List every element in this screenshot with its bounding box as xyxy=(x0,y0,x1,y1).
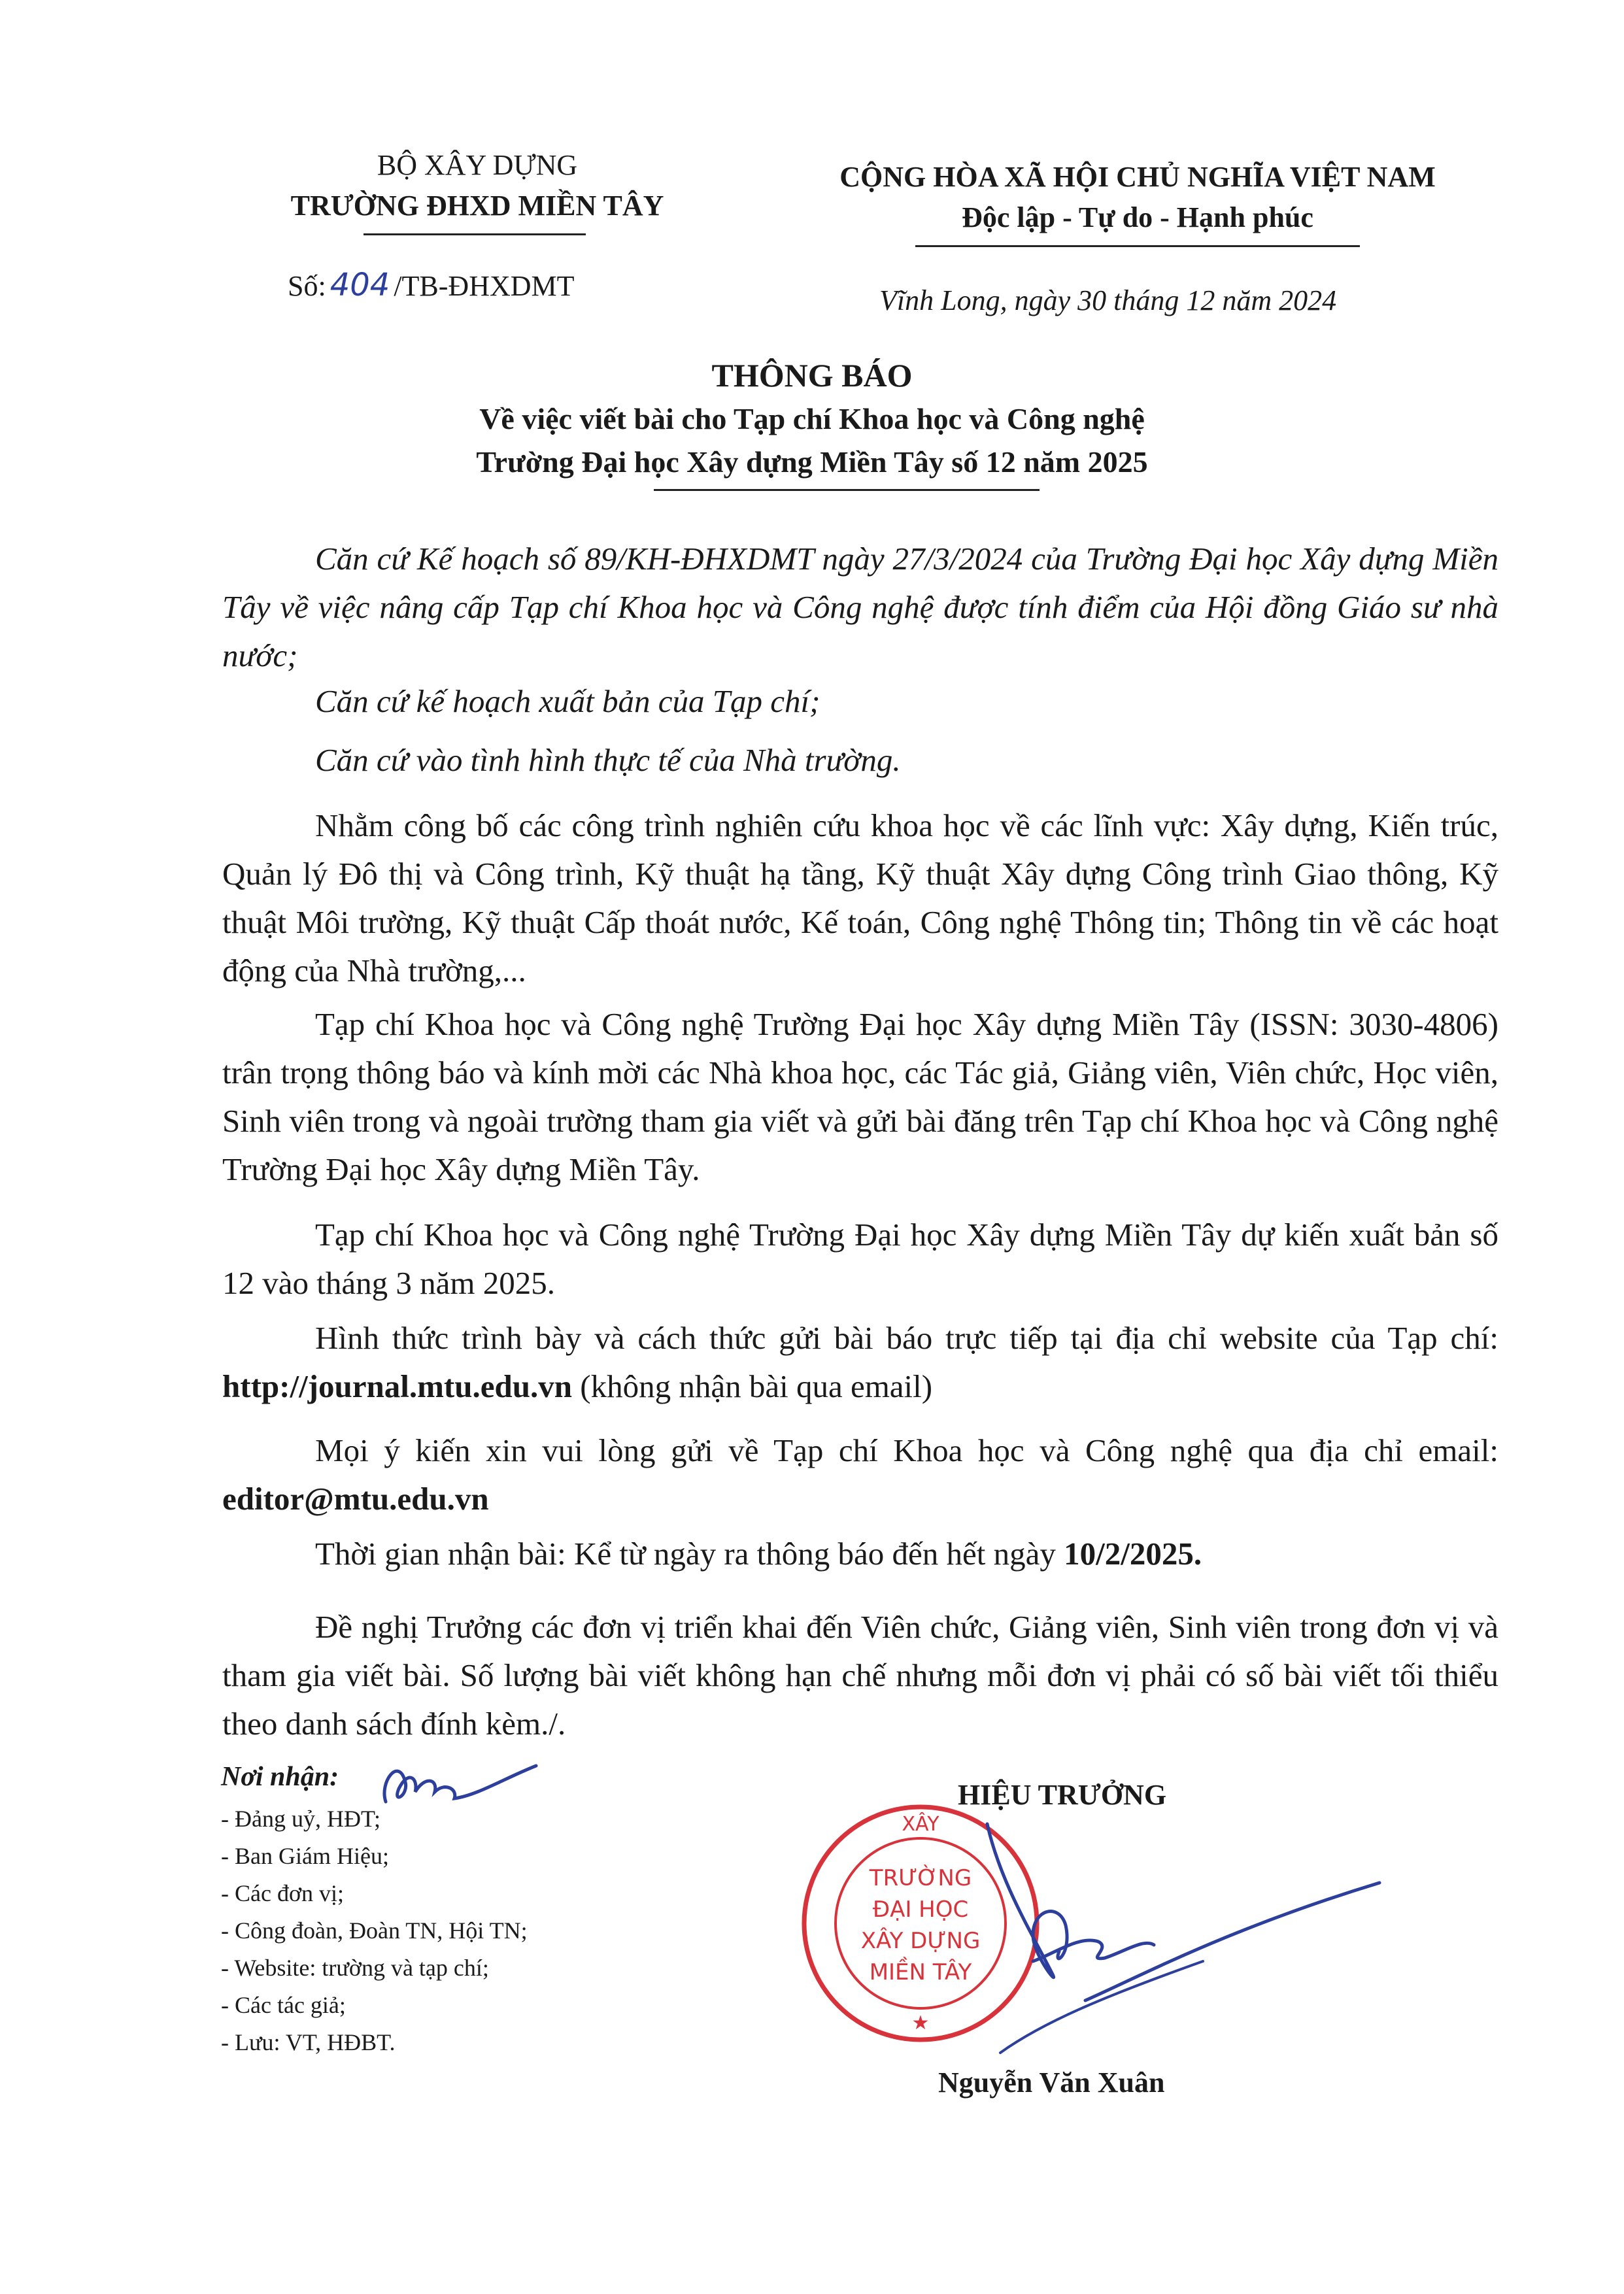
handwritten-signature xyxy=(837,1804,1399,2079)
website-note: (không nhận bài qua email) xyxy=(572,1368,933,1404)
deadline-date: 10/2/2025. xyxy=(1064,1536,1202,1572)
paragraph-request: Đề nghị Trưởng các đơn vị triển khai đến Viên chức, Giảng viên, Sinh viên trong đơn vị và tham gia viết bài. Số lượng bài viết không hạn chế nhưng mỗi đơn vị phải có số bài viết tối thiểu theo danh sách đính kèm./. xyxy=(222,1609,1498,1742)
basis-1: Căn cứ Kế hoạch số 89/KH-ĐHXDMT ngày 27/3/2024 của Trường Đại học Xây dựng Miền Tây về việc nâng cấp Tạp chí Khoa học và Công nghệ được tính điểm của Hội đồng Giáo sư nhà nước; xyxy=(222,541,1498,673)
recipient-item: - Lưu: VT, HĐBT. xyxy=(221,2029,396,2055)
doc-number-handwritten: 404 xyxy=(330,267,390,303)
country-name: CỘNG HÒA XÃ HỘI CHỦ NGHĨA VIỆT NAM xyxy=(839,161,1436,193)
paragraph-issue: Tạp chí Khoa học và Công nghệ Trường Đại học Xây dựng Miền Tây dự kiến xuất bản số 12 vào tháng 3 năm 2025. xyxy=(222,1217,1498,1301)
school-name: TRƯỜNG ĐHXD MIỀN TÂY xyxy=(290,190,664,222)
title-underline xyxy=(654,489,1040,491)
paragraph-deadline xyxy=(222,1530,1498,1578)
handwritten-initial xyxy=(373,1743,543,1815)
journal-website-link[interactable]: http://journal.mtu.edu.vn xyxy=(222,1368,573,1404)
recipients-title: Nơi nhận xyxy=(221,1762,330,1792)
doc-number-suffix: /TB-ĐHXDMT xyxy=(394,270,575,302)
header-left-underline xyxy=(364,233,586,235)
title-sub-2: Trường Đại học Xây dựng Miền Tây số 12 năm 2025 xyxy=(476,445,1148,479)
paragraph-fields: Nhằm công bố các công trình nghiên cứu khoa học về các lĩnh vực: Xây dựng, Kiến trúc, Quản lý Đô thị và Công trình, Kỹ thuật hạ tầng, Kỹ thuật Xây dựng Công trình Giao thông, Kỹ thuật Môi trường, Kỹ thuật Cấp thoát nước, Kế toán, Công nghệ Thông tin; Thông tin về các hoạt động của Nhà trường,... xyxy=(222,807,1498,988)
header-left xyxy=(248,145,706,226)
paragraph-website xyxy=(222,1314,1498,1411)
basis-2: Căn cứ kế hoạch xuất bản của Tạp chí; xyxy=(315,683,820,719)
editor-email-link[interactable]: editor@mtu.edu.vn xyxy=(222,1481,489,1517)
recipient-item: - Các đơn vị; xyxy=(221,1880,344,1906)
deadline-text: Thời gian nhận bài: Kể từ ngày ra thông báo đến hết ngày xyxy=(315,1536,1064,1572)
seal-line-1: TRƯỜNG xyxy=(869,1865,972,1891)
header-right xyxy=(752,157,1523,238)
email-text: Mọi ý kiến xin vui lòng gửi về Tạp chí Khoa học và Công nghệ qua địa chỉ email: xyxy=(315,1432,1498,1468)
place-date: Vĩnh Long, ngày 30 tháng 12 năm 2024 xyxy=(879,284,1337,316)
website-text: Hình thức trình bày và cách thức gửi bài báo trực tiếp tại địa chỉ website của Tạp chí: xyxy=(315,1320,1498,1356)
recipients-list xyxy=(221,1800,528,2061)
motto-underline xyxy=(915,245,1360,247)
recipient-item: - Ban Giám Hiệu; xyxy=(221,1843,389,1869)
motto: Độc lập - Tự do - Hạnh phúc xyxy=(962,201,1313,233)
title-sub-1: Về việc viết bài cho Tạp chí Khoa học và Công nghệ xyxy=(479,402,1145,435)
seal-star: ★ xyxy=(911,2012,930,2034)
paragraph-invitation: Tạp chí Khoa học và Công nghệ Trường Đại học Xây dựng Miền Tây (ISSN: 3030-4806) trân trọng thông báo và kính mời các Nhà khoa học, các Tác giả, Giảng viên, Viên chức, Học viên, Sinh viên trong và ngoài trường tham gia viết và gửi bài đăng trên Tạp chí Khoa học và Công nghệ Trường Đại học Xây dựng Miền Tây. xyxy=(222,1006,1498,1187)
seal-line-4: MIỀN TÂY xyxy=(869,1959,972,1985)
document-title xyxy=(0,353,1624,484)
recipient-item: - Các tác giả; xyxy=(221,1992,346,2018)
ministry-name: BỘ XÂY DỰNG xyxy=(377,149,578,181)
recipient-item: - Công đoàn, Đoàn TN, Hội TN; xyxy=(221,1917,528,1944)
basis-3: Căn cứ vào tình hình thực tế của Nhà trường. xyxy=(315,742,901,778)
paragraph-email xyxy=(222,1426,1498,1523)
title-main: THÔNG BÁO xyxy=(711,357,913,394)
recipient-item: - Website: trường và tạp chí; xyxy=(221,1955,489,1981)
recipient-item: - Đảng uỷ, HĐT; xyxy=(221,1806,381,1832)
document-number xyxy=(288,267,575,303)
seal-line-2: ĐẠI HỌC xyxy=(872,1897,969,1923)
seal-line-3: XÂY DỰNG xyxy=(860,1928,981,1954)
doc-number-prefix: Số: xyxy=(288,270,326,302)
signer-name: Nguyễn Văn Xuân xyxy=(938,2066,1165,2099)
recipients-colon: : xyxy=(330,1762,339,1792)
signer-title: HIỆU TRƯỞNG xyxy=(958,1779,1167,1811)
seal-top-text: XÂY xyxy=(902,1813,939,1836)
